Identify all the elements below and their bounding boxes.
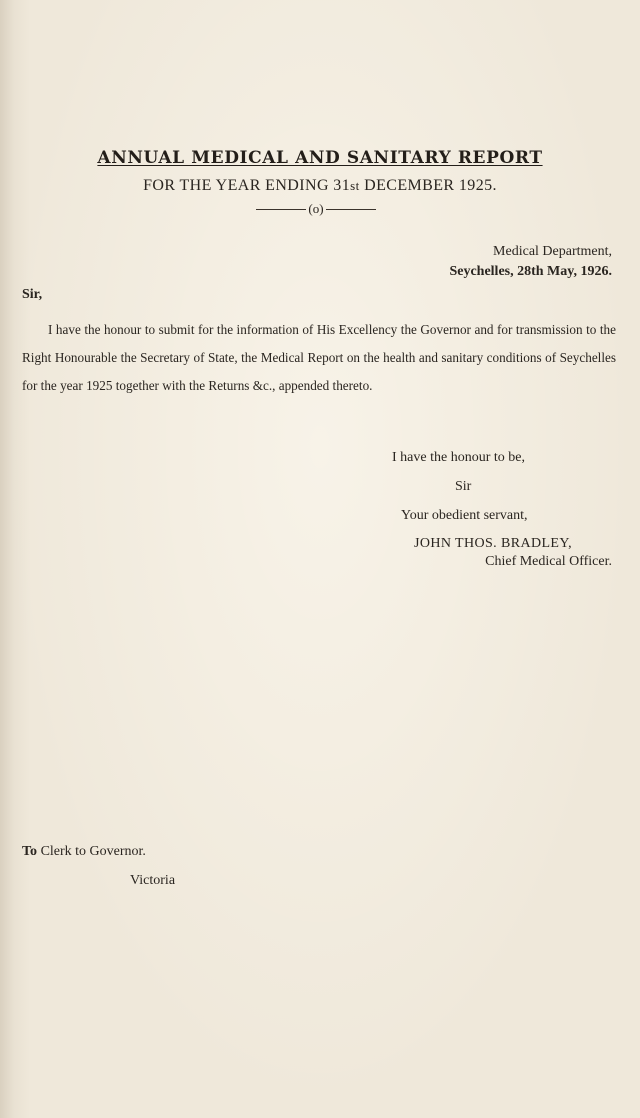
closing-line-3: Your obedient servant, [401,508,528,523]
subtitle-ordinal-suffix: st [350,178,360,193]
report-title: ANNUAL MEDICAL AND SANITARY REPORT [97,148,543,168]
letter-body: I have the honour to submit for the information of His Excellency the Governor and for transmission to the Right Honourable the Secretary of State, the Medical Report on the health and sanitary conditions of Seychelles for the year 1925 together with the Returns &c., appended thereto. [22,322,616,393]
title-separator [256,200,376,218]
signature-name: JOHN THOS. BRADLEY, [414,536,572,551]
separator-mark: (o) [308,201,324,216]
addressee-place: Victoria [130,873,176,888]
signature-position: Chief Medical Officer. [485,554,612,569]
sender-department: Medical Department, [493,244,612,259]
addressee-name: Clerk to Governor. [37,844,146,859]
addressee [22,844,146,860]
separator-dash-right [326,209,376,210]
separator-dash-left [256,209,306,210]
letter-place-date: Seychelles, 28th May, 1926. [449,264,612,279]
subtitle-text-end: DECEMBER 1925. [359,177,497,194]
salutation: Sir, [22,287,43,302]
subtitle-text-start: FOR THE YEAR ENDING 31 [143,177,351,194]
addressee-prefix: To [22,844,38,859]
report-subtitle [0,177,640,195]
closing-line-2: Sir [455,479,472,494]
closing-line-1: I have the honour to be, [392,450,525,465]
